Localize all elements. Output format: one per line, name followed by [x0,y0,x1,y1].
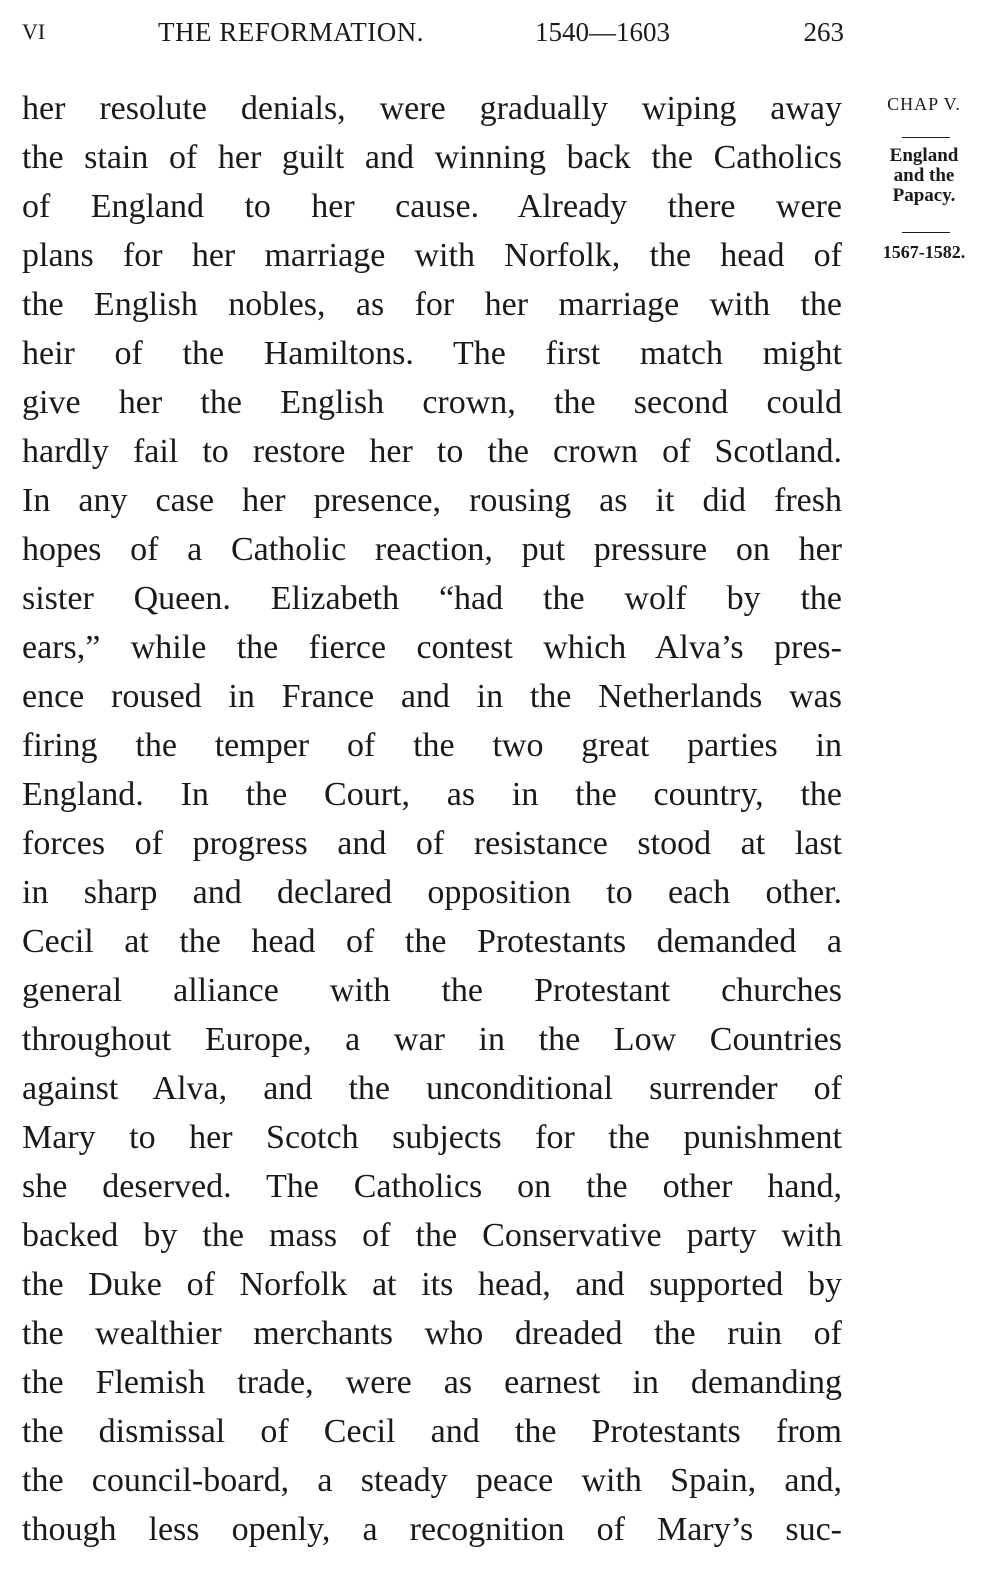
margin-topic-line: Papacy. [892,185,956,206]
text-line: heir of the Hamiltons. The first match might [22,335,842,372]
running-header [22,14,844,50]
text-line: she deserved. The Catholics on the other hand, [22,1168,842,1205]
section-number: VI [22,19,46,44]
text-line: forces of progress and of resistance stood at last [22,825,842,862]
text-line: the English nobles, as for her marriage with the [22,286,842,323]
page-number: 263 [803,17,844,47]
text-line: general alliance with the Protestant churches [22,972,842,1009]
text-line: against Alva, and the unconditional surrender of [22,1070,842,1107]
text-line: England. In the Court, as in the country, the [22,776,842,813]
text-line: sister Queen. Elizabeth “had the wolf by the [22,580,842,617]
text-line: hopes of a Catholic reaction, put pressure on her [22,531,842,568]
margin-rule [902,137,950,138]
text-line: the council-board, a steady peace with Spain, and, [22,1462,842,1499]
text-line: hardly fail to restore her to the crown of Scotland. [22,433,842,470]
margin-topic-line: and the [893,165,955,186]
margin-dates: 1567-1582. [882,242,966,262]
text-line: the Flemish trade, were as earnest in demanding [22,1364,842,1401]
main-text [22,84,842,1554]
text-line: In any case her presence, rousing as it did fresh [22,482,842,519]
text-line: Mary to her Scotch subjects for the punishment [22,1119,842,1156]
running-title: THE REFORMATION. [158,17,425,47]
text-line: firing the temper of the two great parties in [22,727,842,764]
text-line: give her the English crown, the second could [22,384,842,421]
text-line: of England to her cause. Already there were [22,188,842,225]
text-line: the Duke of Norfolk at its head, and supported by [22,1266,842,1303]
text-line: ence roused in France and in the Netherlands was [22,678,842,715]
text-line: in sharp and declared opposition to each other. [22,874,842,911]
margin-topic-line: England [889,145,959,166]
text-line: though less openly, a recognition of Mary’s suc- [22,1511,842,1548]
text-line: the wealthier merchants who dreaded the ruin of [22,1315,842,1352]
text-line: throughout Europe, a war in the Low Countries [22,1021,842,1058]
text-line: backed by the mass of the Conservative party with [22,1217,842,1254]
text-line: the stain of her guilt and winning back the Catholics [22,139,842,176]
margin-rule [902,232,950,233]
text-line: Cecil at the head of the Protestants demanded a [22,923,842,960]
text-line: the dismissal of Cecil and the Protestants from [22,1413,842,1450]
text-line: ears,” while the fierce contest which Alva’s pres- [22,629,842,666]
text-line: her resolute denials, were gradually wiping away [22,90,842,127]
margin-topic [864,146,984,206]
running-years: 1540—1603 [535,17,670,47]
margin-chapter: CHAP V. [887,94,961,114]
text-line: plans for her marriage with Norfolk, the head of [22,237,842,274]
